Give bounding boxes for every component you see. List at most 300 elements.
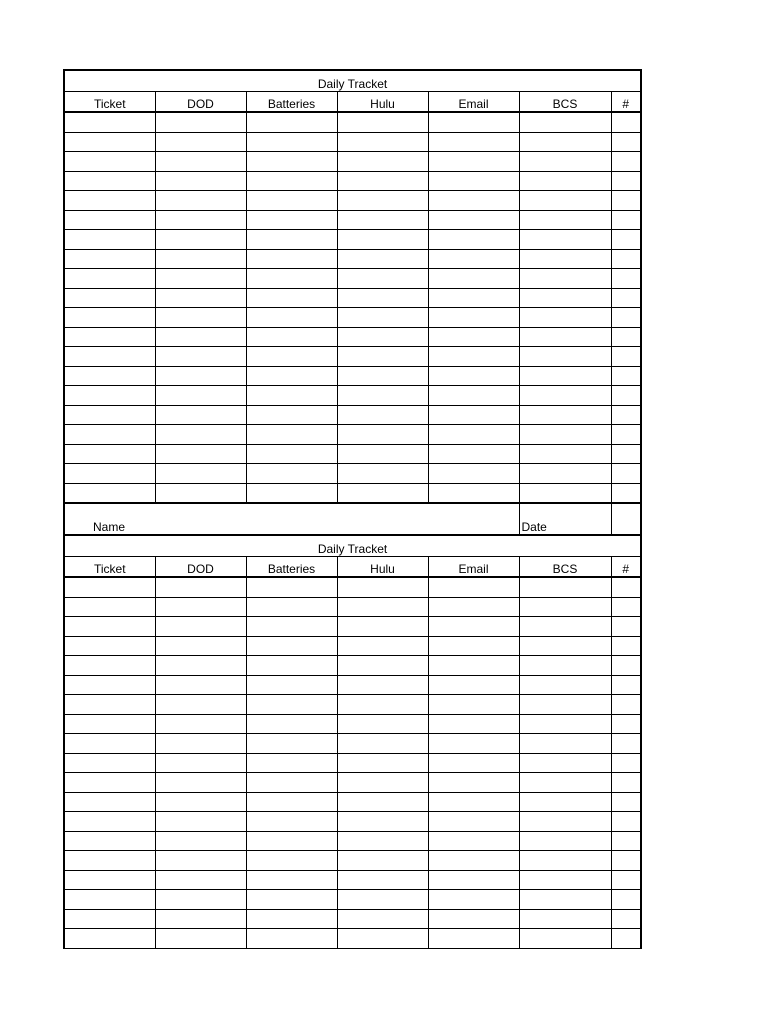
table-cell[interactable] [428, 405, 519, 425]
table-cell[interactable] [155, 386, 246, 406]
table-cell[interactable] [519, 249, 611, 269]
table-cell[interactable] [428, 171, 519, 191]
column-header-count: # [611, 557, 641, 578]
table-cell[interactable] [337, 288, 428, 308]
table-cell[interactable] [246, 675, 337, 695]
table-cell[interactable] [428, 597, 519, 617]
table-cell[interactable] [611, 870, 641, 890]
table-cell[interactable] [155, 577, 246, 597]
table-cell[interactable] [611, 617, 641, 637]
table-row [64, 792, 641, 812]
table-cell[interactable] [611, 269, 641, 289]
table-cell[interactable] [428, 308, 519, 328]
table-cell[interactable] [155, 675, 246, 695]
table-cell[interactable] [155, 366, 246, 386]
table-cell[interactable] [428, 675, 519, 695]
table-cell[interactable] [611, 909, 641, 929]
table-cell[interactable] [519, 714, 611, 734]
table-cell[interactable] [428, 929, 519, 949]
table-row [64, 425, 641, 445]
table-cell[interactable] [246, 425, 337, 445]
table-cell[interactable] [428, 577, 519, 597]
table-cell[interactable] [246, 132, 337, 152]
table-cell[interactable] [337, 132, 428, 152]
table-cell[interactable] [519, 327, 611, 347]
table-cell[interactable] [428, 230, 519, 250]
table-cell[interactable] [155, 171, 246, 191]
table-cell[interactable] [428, 753, 519, 773]
table-cell[interactable] [337, 753, 428, 773]
table-cell[interactable] [64, 734, 155, 754]
table-row [64, 753, 641, 773]
table-cell[interactable] [64, 386, 155, 406]
table-cell[interactable] [246, 792, 337, 812]
table-cell[interactable] [611, 386, 641, 406]
table-cell[interactable] [246, 191, 337, 211]
table-cell[interactable] [64, 112, 155, 132]
table-cell[interactable] [155, 132, 246, 152]
table-cell[interactable] [519, 812, 611, 832]
table-cell[interactable] [337, 112, 428, 132]
table-cell[interactable] [155, 831, 246, 851]
table-cell[interactable] [519, 386, 611, 406]
table-row [64, 132, 641, 152]
table-cell[interactable] [64, 753, 155, 773]
table-cell[interactable] [611, 577, 641, 597]
table-cell[interactable] [246, 831, 337, 851]
table-cell[interactable] [64, 909, 155, 929]
table-cell[interactable] [337, 152, 428, 172]
table-cell[interactable] [64, 308, 155, 328]
table-cell[interactable] [337, 444, 428, 464]
table-cell[interactable] [246, 171, 337, 191]
table-cell[interactable] [519, 753, 611, 773]
table-cell[interactable] [337, 366, 428, 386]
table-cell[interactable] [428, 112, 519, 132]
table-cell[interactable] [246, 812, 337, 832]
table-cell[interactable] [246, 464, 337, 484]
table-cell[interactable] [428, 152, 519, 172]
table-cell[interactable] [155, 909, 246, 929]
table-cell[interactable] [519, 230, 611, 250]
table-cell[interactable] [64, 695, 155, 715]
table-cell[interactable] [246, 636, 337, 656]
table-cell[interactable] [64, 714, 155, 734]
table-cell[interactable] [155, 656, 246, 676]
table-cell[interactable] [246, 152, 337, 172]
table-cell[interactable] [155, 191, 246, 211]
table-row [64, 152, 641, 172]
table-cell[interactable] [611, 753, 641, 773]
table-cell[interactable] [519, 929, 611, 949]
table-cell[interactable] [337, 695, 428, 715]
table-cell[interactable] [246, 483, 337, 503]
table-cell[interactable] [519, 269, 611, 289]
table-cell[interactable] [337, 851, 428, 871]
table-cell[interactable] [611, 812, 641, 832]
table-cell[interactable] [64, 366, 155, 386]
table-cell[interactable] [64, 464, 155, 484]
table-cell[interactable] [64, 812, 155, 832]
table-cell[interactable] [611, 152, 641, 172]
table-cell[interactable] [611, 597, 641, 617]
table-cell[interactable] [64, 597, 155, 617]
table-cell[interactable] [428, 249, 519, 269]
table-cell[interactable] [428, 812, 519, 832]
table-cell[interactable] [337, 308, 428, 328]
table-cell[interactable] [155, 405, 246, 425]
section-2-title-row [64, 535, 641, 557]
table-cell[interactable] [337, 210, 428, 230]
table-cell[interactable] [611, 249, 641, 269]
table-cell[interactable] [64, 675, 155, 695]
table-cell[interactable] [611, 483, 641, 503]
table-cell[interactable] [64, 132, 155, 152]
table-cell[interactable] [64, 483, 155, 503]
table-cell[interactable] [246, 909, 337, 929]
table-cell[interactable] [246, 386, 337, 406]
table-cell[interactable] [246, 230, 337, 250]
table-cell[interactable] [428, 347, 519, 367]
table-cell[interactable] [64, 656, 155, 676]
table-row [64, 483, 641, 503]
table-cell[interactable] [519, 831, 611, 851]
table-row [64, 890, 641, 910]
table-cell[interactable] [337, 386, 428, 406]
table-cell[interactable] [64, 890, 155, 910]
table-cell[interactable] [155, 753, 246, 773]
table-cell[interactable] [337, 577, 428, 597]
table-cell[interactable] [519, 464, 611, 484]
table-cell[interactable] [519, 870, 611, 890]
table-row [64, 636, 641, 656]
table-cell[interactable] [428, 656, 519, 676]
table-cell[interactable] [64, 851, 155, 871]
table-cell[interactable] [519, 366, 611, 386]
table-cell[interactable] [246, 366, 337, 386]
column-header-bcs: BCS [519, 557, 611, 578]
table-cell[interactable] [428, 464, 519, 484]
table-cell[interactable] [337, 617, 428, 637]
table-cell[interactable] [611, 132, 641, 152]
table-cell[interactable] [246, 210, 337, 230]
table-cell[interactable] [428, 327, 519, 347]
table-cell[interactable] [155, 870, 246, 890]
table-cell[interactable] [428, 890, 519, 910]
table-row [64, 210, 641, 230]
table-cell[interactable] [64, 191, 155, 211]
table-cell[interactable] [611, 288, 641, 308]
column-header-ticket: Ticket [64, 557, 155, 578]
table-cell[interactable] [611, 191, 641, 211]
table-cell[interactable] [246, 347, 337, 367]
table-cell[interactable] [337, 734, 428, 754]
table-cell[interactable] [64, 792, 155, 812]
table-cell[interactable] [246, 753, 337, 773]
table-cell[interactable] [519, 112, 611, 132]
table-cell[interactable] [337, 405, 428, 425]
table-cell[interactable] [428, 269, 519, 289]
table-cell[interactable] [337, 269, 428, 289]
table-cell[interactable] [64, 171, 155, 191]
table-cell[interactable] [428, 851, 519, 871]
table-cell[interactable] [519, 483, 611, 503]
table-cell[interactable] [611, 405, 641, 425]
table-cell[interactable] [337, 890, 428, 910]
table-cell[interactable] [246, 617, 337, 637]
table-cell[interactable] [64, 929, 155, 949]
table-cell[interactable] [155, 483, 246, 503]
table-cell[interactable] [519, 191, 611, 211]
table-cell[interactable] [337, 909, 428, 929]
table-cell[interactable] [64, 831, 155, 851]
table-cell[interactable] [246, 773, 337, 793]
table-cell[interactable] [64, 288, 155, 308]
table-cell[interactable] [519, 890, 611, 910]
table-cell[interactable] [428, 695, 519, 715]
table-cell[interactable] [246, 308, 337, 328]
table-cell[interactable] [337, 714, 428, 734]
table-cell[interactable] [611, 656, 641, 676]
table-row [64, 656, 641, 676]
table-cell[interactable] [519, 792, 611, 812]
table-cell[interactable] [155, 792, 246, 812]
table-cell[interactable] [246, 714, 337, 734]
table-cell[interactable] [611, 792, 641, 812]
table-cell[interactable] [519, 288, 611, 308]
table-cell[interactable] [519, 734, 611, 754]
table-cell[interactable] [64, 577, 155, 597]
table-cell[interactable] [246, 288, 337, 308]
table-cell[interactable] [337, 773, 428, 793]
table-cell[interactable] [246, 112, 337, 132]
table-cell[interactable] [428, 714, 519, 734]
table-cell[interactable] [611, 831, 641, 851]
table-cell[interactable] [519, 347, 611, 367]
table-cell[interactable] [337, 191, 428, 211]
table-cell[interactable] [64, 617, 155, 637]
table-cell[interactable] [428, 773, 519, 793]
table-cell[interactable] [337, 597, 428, 617]
table-cell[interactable] [155, 890, 246, 910]
table-cell[interactable] [611, 734, 641, 754]
table-cell[interactable] [155, 249, 246, 269]
table-cell[interactable] [611, 714, 641, 734]
table-cell[interactable] [155, 851, 246, 871]
section-2-header-row [64, 557, 641, 578]
table-row [64, 288, 641, 308]
table-cell[interactable] [519, 132, 611, 152]
table-cell[interactable] [519, 308, 611, 328]
table-cell[interactable] [519, 851, 611, 871]
table-cell[interactable] [155, 425, 246, 445]
table-cell[interactable] [519, 656, 611, 676]
table-cell[interactable] [155, 636, 246, 656]
table-cell[interactable] [246, 444, 337, 464]
table-cell[interactable] [428, 909, 519, 929]
table-cell[interactable] [155, 210, 246, 230]
table-cell[interactable] [428, 191, 519, 211]
table-cell[interactable] [64, 870, 155, 890]
table-cell[interactable] [64, 444, 155, 464]
section-2-title: Daily Tracket [64, 535, 641, 557]
table-cell[interactable] [611, 773, 641, 793]
table-cell[interactable] [246, 890, 337, 910]
table-cell[interactable] [519, 171, 611, 191]
table-row [64, 851, 641, 871]
table-cell[interactable] [519, 577, 611, 597]
table-cell[interactable] [428, 288, 519, 308]
table-cell[interactable] [337, 425, 428, 445]
table-cell[interactable] [64, 327, 155, 347]
table-cell[interactable] [246, 929, 337, 949]
table-cell[interactable] [337, 870, 428, 890]
table-cell[interactable] [246, 249, 337, 269]
table-cell[interactable] [155, 327, 246, 347]
table-cell[interactable] [611, 112, 641, 132]
table-cell[interactable] [611, 695, 641, 715]
column-header-hulu: Hulu [337, 92, 428, 113]
table-cell[interactable] [428, 636, 519, 656]
table-row [64, 405, 641, 425]
table-cell[interactable] [337, 464, 428, 484]
table-cell[interactable] [337, 230, 428, 250]
table-cell[interactable] [611, 366, 641, 386]
column-header-count: # [611, 92, 641, 113]
table-cell[interactable] [64, 269, 155, 289]
table-cell[interactable] [519, 636, 611, 656]
table-cell[interactable] [64, 152, 155, 172]
table-cell[interactable] [611, 425, 641, 445]
table-cell[interactable] [155, 308, 246, 328]
table-cell[interactable] [155, 444, 246, 464]
table-cell[interactable] [337, 812, 428, 832]
table-cell[interactable] [519, 425, 611, 445]
table-cell[interactable] [246, 656, 337, 676]
table-cell[interactable] [519, 210, 611, 230]
table-cell[interactable] [64, 230, 155, 250]
table-cell[interactable] [64, 210, 155, 230]
table-cell[interactable] [155, 152, 246, 172]
table-row [64, 269, 641, 289]
table-row [64, 773, 641, 793]
table-cell[interactable] [519, 444, 611, 464]
table-cell[interactable] [519, 152, 611, 172]
table-cell[interactable] [519, 773, 611, 793]
table-cell[interactable] [519, 695, 611, 715]
table-cell[interactable] [155, 269, 246, 289]
table-cell[interactable] [246, 597, 337, 617]
table-cell[interactable] [428, 870, 519, 890]
table-cell[interactable] [519, 405, 611, 425]
table-cell[interactable] [155, 617, 246, 637]
table-cell[interactable] [337, 249, 428, 269]
table-cell[interactable] [155, 230, 246, 250]
table-cell[interactable] [155, 695, 246, 715]
table-cell[interactable] [428, 483, 519, 503]
table-cell[interactable] [337, 656, 428, 676]
table-cell[interactable] [246, 269, 337, 289]
table-cell[interactable] [611, 347, 641, 367]
table-cell[interactable] [155, 112, 246, 132]
table-cell[interactable] [155, 464, 246, 484]
table-cell[interactable] [611, 890, 641, 910]
table-cell[interactable] [428, 425, 519, 445]
table-cell[interactable] [337, 831, 428, 851]
table-cell[interactable] [337, 347, 428, 367]
table-cell[interactable] [64, 405, 155, 425]
table-cell[interactable] [246, 870, 337, 890]
table-cell[interactable] [64, 425, 155, 445]
table-cell[interactable] [155, 734, 246, 754]
table-cell[interactable] [611, 444, 641, 464]
table-row [64, 230, 641, 250]
table-cell[interactable] [611, 464, 641, 484]
table-cell[interactable] [611, 230, 641, 250]
table-cell[interactable] [611, 327, 641, 347]
table-cell[interactable] [611, 929, 641, 949]
table-cell[interactable] [611, 210, 641, 230]
table-cell[interactable] [428, 132, 519, 152]
table-cell[interactable] [428, 734, 519, 754]
table-cell[interactable] [64, 636, 155, 656]
table-cell[interactable] [611, 171, 641, 191]
table-cell[interactable] [155, 812, 246, 832]
table-cell[interactable] [155, 597, 246, 617]
table-cell[interactable] [428, 366, 519, 386]
table-cell[interactable] [519, 597, 611, 617]
date-extra-cell[interactable] [611, 503, 641, 535]
table-cell[interactable] [246, 405, 337, 425]
column-header-batteries: Batteries [246, 92, 337, 113]
table-cell[interactable] [611, 675, 641, 695]
table-cell[interactable] [246, 327, 337, 347]
table-cell[interactable] [337, 636, 428, 656]
table-cell[interactable] [428, 444, 519, 464]
table-cell[interactable] [337, 792, 428, 812]
table-cell[interactable] [155, 929, 246, 949]
table-cell[interactable] [64, 347, 155, 367]
table-cell[interactable] [428, 831, 519, 851]
table-cell[interactable] [428, 617, 519, 637]
table-cell[interactable] [155, 714, 246, 734]
table-cell[interactable] [611, 851, 641, 871]
table-cell[interactable] [337, 929, 428, 949]
table-row [64, 366, 641, 386]
table-cell[interactable] [428, 386, 519, 406]
table-cell[interactable] [611, 308, 641, 328]
table-cell[interactable] [155, 773, 246, 793]
table-cell[interactable] [246, 577, 337, 597]
table-cell[interactable] [155, 288, 246, 308]
table-cell[interactable] [64, 773, 155, 793]
table-cell[interactable] [246, 695, 337, 715]
table-cell[interactable] [337, 327, 428, 347]
table-cell[interactable] [246, 851, 337, 871]
table-cell[interactable] [155, 347, 246, 367]
table-cell[interactable] [519, 675, 611, 695]
table-cell[interactable] [428, 792, 519, 812]
table-cell[interactable] [519, 617, 611, 637]
table-cell[interactable] [611, 636, 641, 656]
table-cell[interactable] [519, 909, 611, 929]
table-cell[interactable] [246, 734, 337, 754]
table-cell[interactable] [64, 249, 155, 269]
table-cell[interactable] [428, 210, 519, 230]
table-cell[interactable] [337, 171, 428, 191]
table-cell[interactable] [337, 675, 428, 695]
table-cell[interactable] [337, 483, 428, 503]
